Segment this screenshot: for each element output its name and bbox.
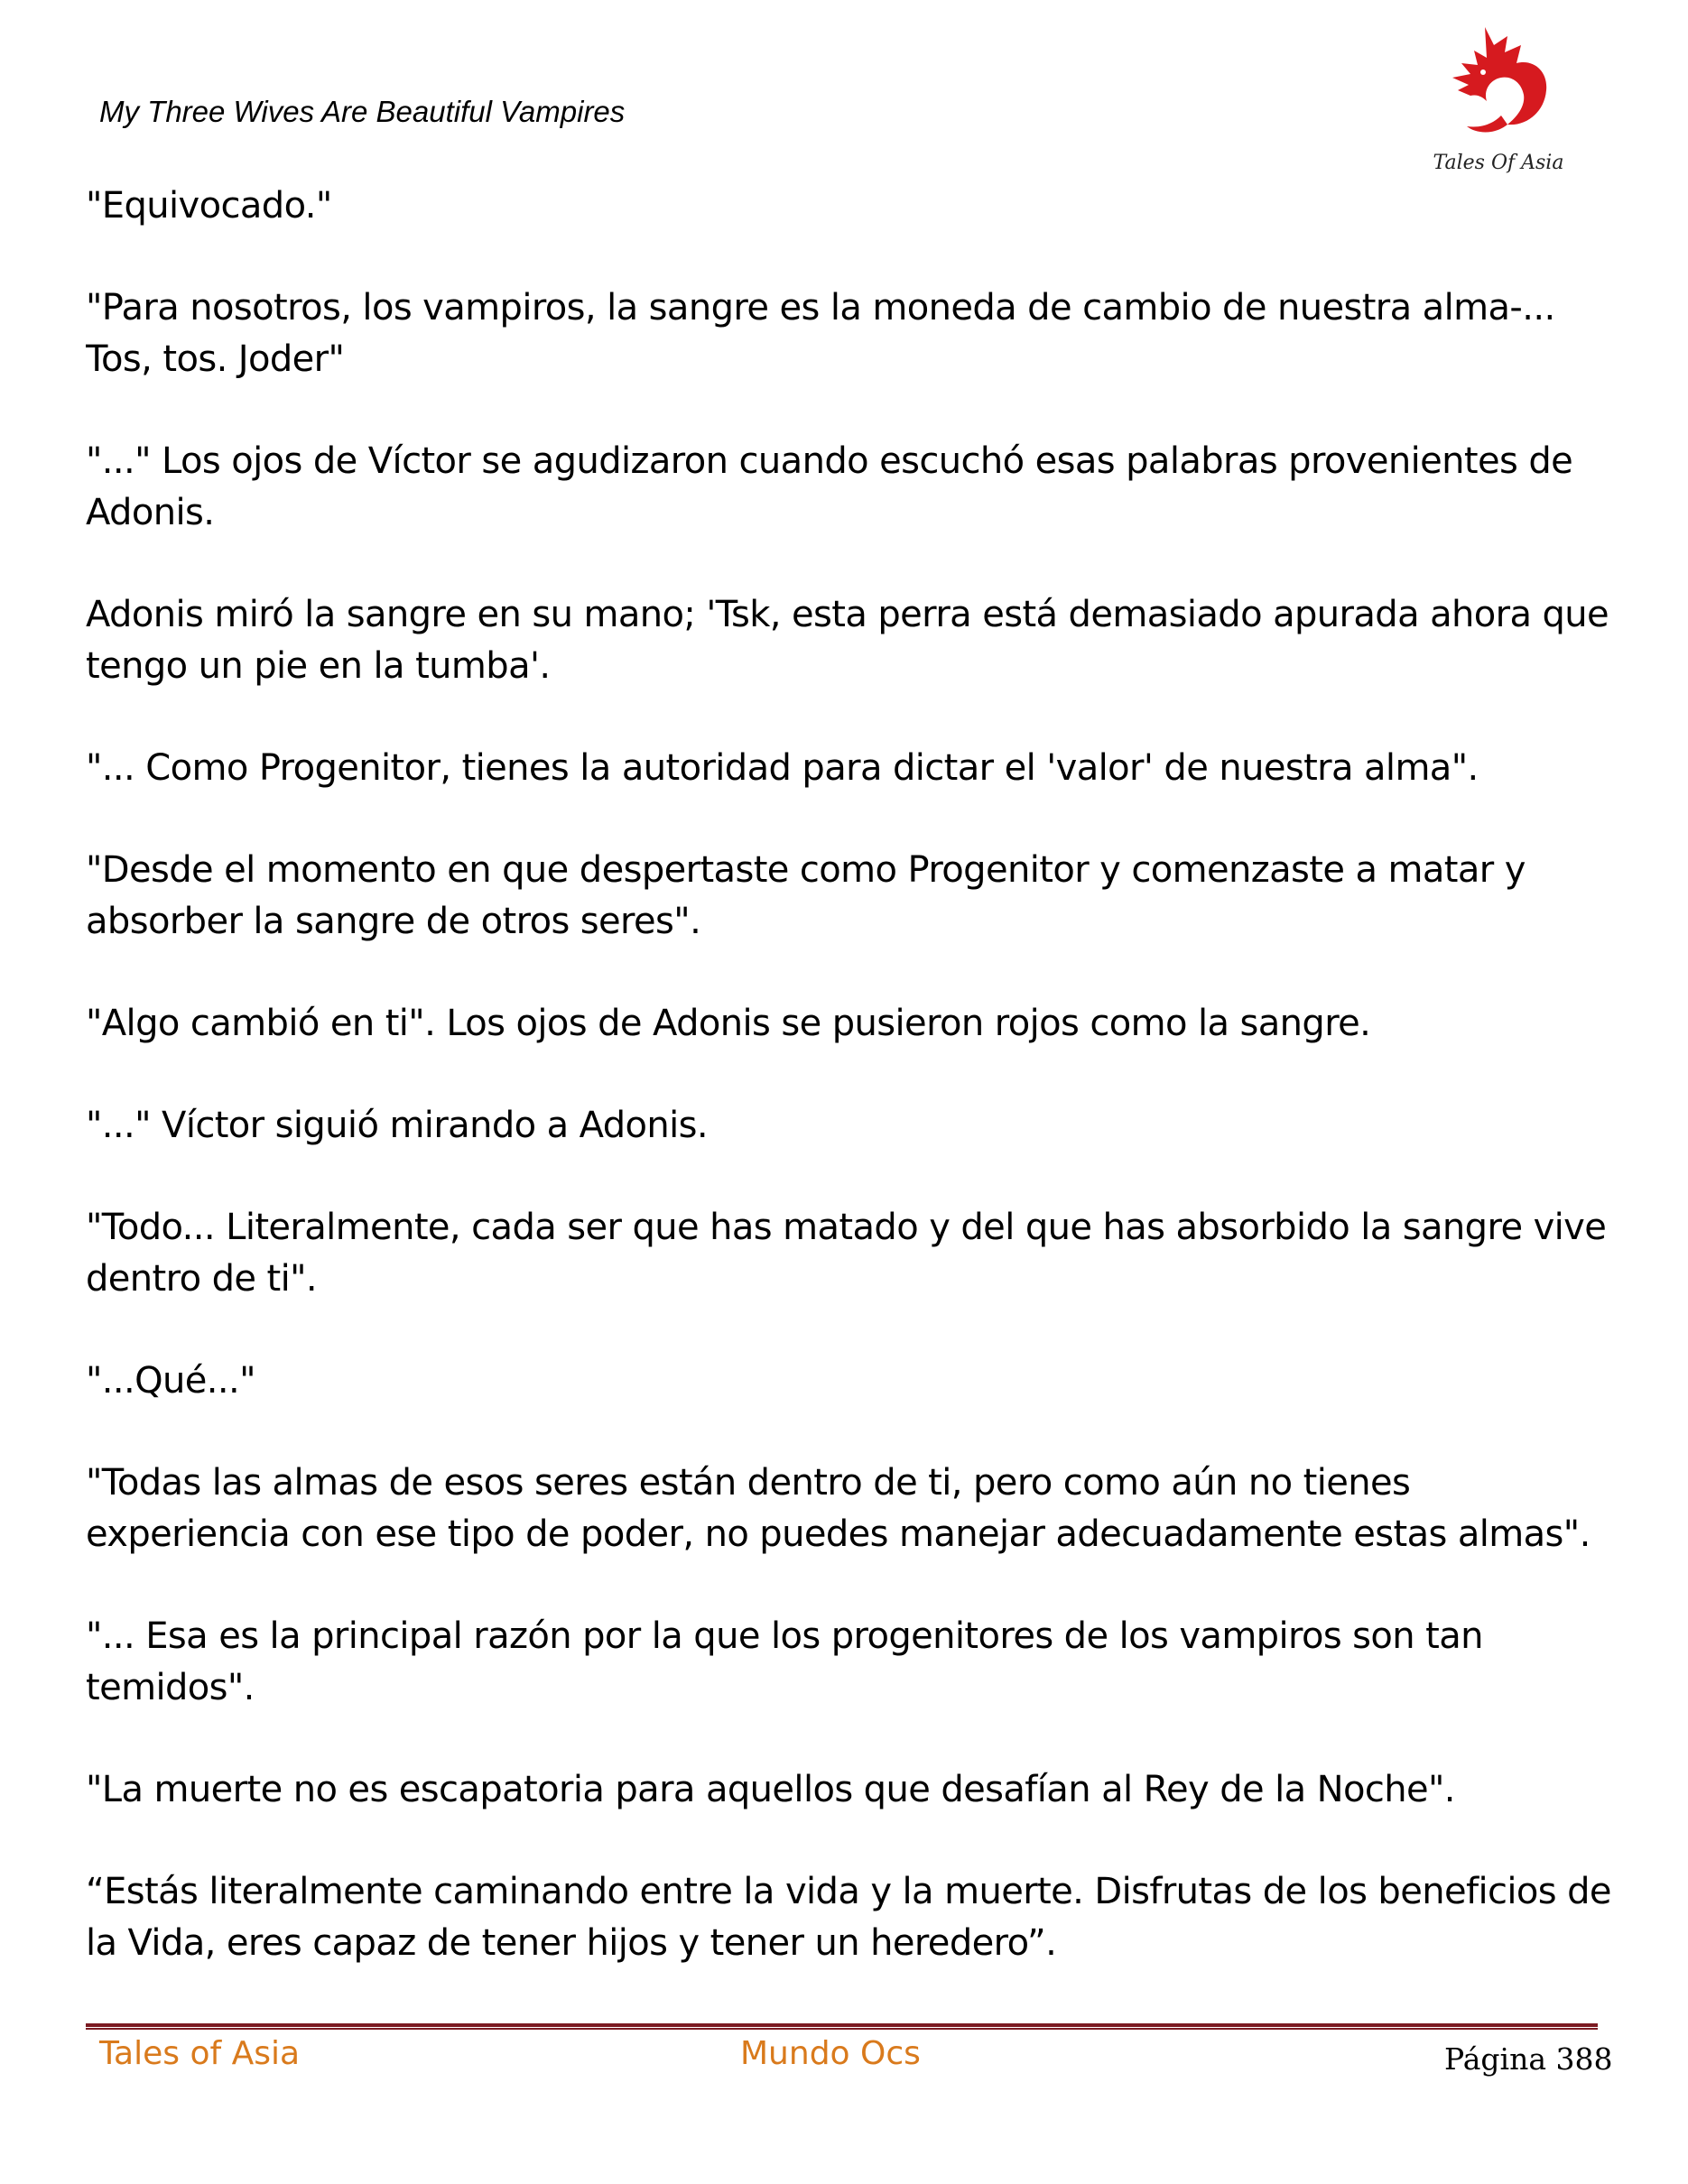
paragraph: "Todo... Literalmente, cada ser que has matado y del que has absorbido la sangre vive dentro de ti". <box>86 1207 1607 1300</box>
paragraph: "Algo cambió en ti". Los ojos de Adonis se pusieron rojos como la sangre. <box>86 1003 1371 1044</box>
book-title: My Three Wives Are Beautiful Vampires <box>99 95 626 128</box>
paragraph: "Desde el momento en que despertaste como Progenitor y comenzaste a matar y absorber la sangre de otros seres". <box>86 849 1526 942</box>
footer-site-name: Tales of Asia <box>99 2035 301 2072</box>
paragraph: "Para nosotros, los vampiros, la sangre es la moneda de cambio de nuestra alma-... Tos, tos. Joder" <box>86 287 1555 380</box>
tales-of-asia-logo <box>1431 18 1566 180</box>
paragraph: "... Esa es la principal razón por la que los progenitores de los vampiros son tan temidos". <box>86 1615 1483 1708</box>
paragraph: "Todas las almas de esos seres están dentro de ti, pero como aún no tienes experiencia con ese tipo de poder, no puedes manejar adecuadamente estas almas". <box>86 1462 1591 1555</box>
paragraph: “Estás literalmente caminando entre la vida y la muerte. Disfrutas de los beneficios de la Vida, eres capaz de tener hijos y tener un heredero”. <box>86 1871 1611 1964</box>
footer-section-name: Mundo Ocs <box>740 2035 921 2072</box>
paragraph: "La muerte no es escapatoria para aquellos que desafían al Rey de la Noche". <box>86 1769 1455 1810</box>
paragraph: "...Qué..." <box>86 1360 255 1402</box>
dragon-icon <box>1431 18 1566 153</box>
paragraph: "... Como Progenitor, tienes la autoridad para dictar el 'valor' de nuestra alma". <box>86 747 1479 789</box>
paragraph: "..." Los ojos de Víctor se agudizaron cuando escuchó esas palabras provenientes de Adonis. <box>86 440 1573 533</box>
footer-divider <box>86 2023 1598 2030</box>
paragraph: "..." Víctor siguió mirando a Adonis. <box>86 1105 708 1146</box>
logo-text: Tales Of Asia <box>1433 152 1564 174</box>
chapter-body <box>86 180 1620 2017</box>
paragraph: "Equivocado." <box>86 185 332 227</box>
paragraph: Adonis miró la sangre en su mano; 'Tsk, esta perra está demasiado apurada ahora que tengo un pie en la tumba'. <box>86 594 1609 687</box>
page-number: Página 388 <box>1444 2041 1613 2077</box>
